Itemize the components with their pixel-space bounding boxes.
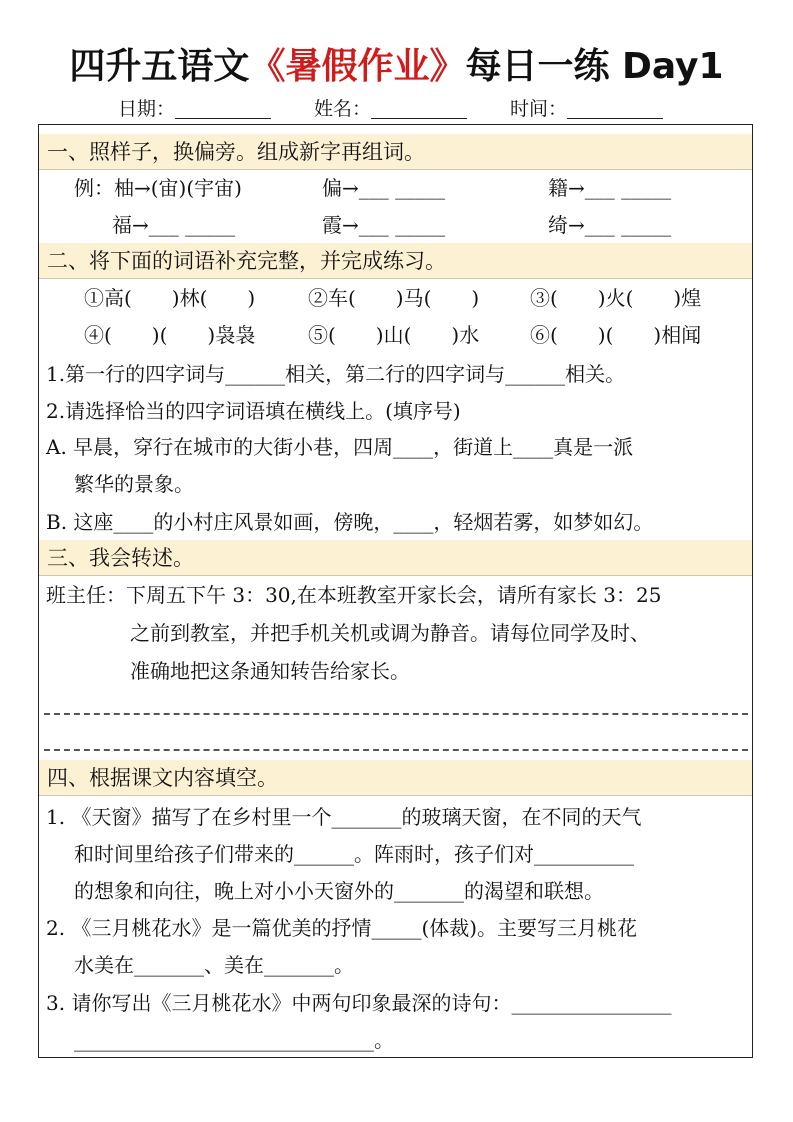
- meta-row: [0, 96, 793, 122]
- title-grade: 四升五语文: [69, 46, 250, 87]
- s2-option-b[interactable]: B. 这座____的小村庄风景如画，傍晚，____，轻烟若雾，如梦如幻。: [46, 510, 654, 534]
- s3-notice-line1: 班主任：下周五下午 3：30,在本班教室开家长会，请所有家长 3：25: [46, 583, 662, 607]
- s4-q2-line2[interactable]: 水美在_______、美在_______。: [74, 953, 354, 977]
- s2-idiom-1[interactable]: ①高( )林( ): [84, 286, 256, 310]
- s2-option-a-line1[interactable]: A. 早晨，穿行在城市的大街小巷，四周____，街道上____真是一派: [46, 435, 634, 459]
- s4-q3-line1[interactable]: 3. 请你写出《三月桃花水》中两句印象最深的诗句：________________: [46, 991, 672, 1015]
- s1-item-fu[interactable]: 福→___ _____: [112, 213, 236, 237]
- section-2-header: 二、将下面的词语补充完整，并完成练习。: [39, 243, 752, 279]
- name-blank[interactable]: [371, 98, 467, 119]
- s4-q1-line3[interactable]: 的想象和向往，晚上对小小天窗外的_______的渴望和联想。: [74, 879, 604, 903]
- date-blank[interactable]: [175, 98, 271, 119]
- s2-question-1[interactable]: 1.第一行的四字词与______相关，第二行的四字词与______相关。: [46, 362, 626, 386]
- s1-example: 例：柚→(宙)(宇宙): [74, 176, 242, 200]
- s1-item-pian[interactable]: 偏→___ _____: [322, 176, 446, 200]
- s3-notice-line3: 准确地把这条通知转告给家长。: [130, 659, 410, 683]
- s1-item-ji[interactable]: 籍→___ _____: [548, 176, 672, 200]
- s2-idiom-3[interactable]: ③( )火( )煌: [530, 286, 702, 310]
- s2-idiom-5[interactable]: ⑤( )山( )水: [308, 323, 480, 347]
- date-field[interactable]: [118, 96, 271, 122]
- s1-item-xia[interactable]: 霞→___ _____: [322, 213, 446, 237]
- s3-notice-line2: 之前到教室，并把手机关机或调为静音。请每位同学及时、: [130, 621, 650, 645]
- section-3-header: 三、我会转述。: [39, 540, 752, 576]
- name-label: 姓名：: [314, 98, 372, 120]
- date-label: 日期：: [118, 98, 176, 120]
- s3-answer-line-2[interactable]: [44, 749, 748, 751]
- time-blank[interactable]: [567, 98, 663, 119]
- s4-q3-line2[interactable]: ______________________________。: [74, 1028, 394, 1052]
- s2-idiom-4[interactable]: ④( )( )袅袅: [84, 323, 256, 347]
- s4-q2-line1[interactable]: 2. 《三月桃花水》是一篇优美的抒情_____(体裁)。主要写三月桃花: [46, 916, 638, 940]
- title-day: 每日一练 Day1: [465, 46, 724, 87]
- worksheet-title: [0, 36, 793, 98]
- s2-question-2: 2.请选择恰当的四字词语填在横线上。(填序号): [46, 399, 461, 423]
- s2-idiom-6[interactable]: ⑥( )( )相闻: [530, 323, 702, 347]
- s4-q1-line1[interactable]: 1. 《天窗》描写了在乡村里一个_______的玻璃天窗，在不同的天气: [46, 805, 642, 829]
- section-4-header: 四、根据课文内容填空。: [39, 760, 752, 796]
- s2-idiom-2[interactable]: ②车( )马( ): [308, 286, 480, 310]
- time-label: 时间：: [510, 98, 568, 120]
- s2-option-a-line2: 繁华的景象。: [74, 472, 194, 496]
- name-field[interactable]: [314, 96, 467, 122]
- s4-q1-line2[interactable]: 和时间里给孩子们带来的______。阵雨时，孩子们对__________: [74, 842, 634, 866]
- time-field[interactable]: [510, 96, 663, 122]
- s3-answer-line-1[interactable]: [44, 713, 748, 715]
- section-1-header: 一、照样子，换偏旁。组成新字再组词。: [39, 134, 752, 170]
- s1-item-qi[interactable]: 绮→___ _____: [548, 213, 672, 237]
- title-highlight: 《暑假作业》: [249, 46, 466, 87]
